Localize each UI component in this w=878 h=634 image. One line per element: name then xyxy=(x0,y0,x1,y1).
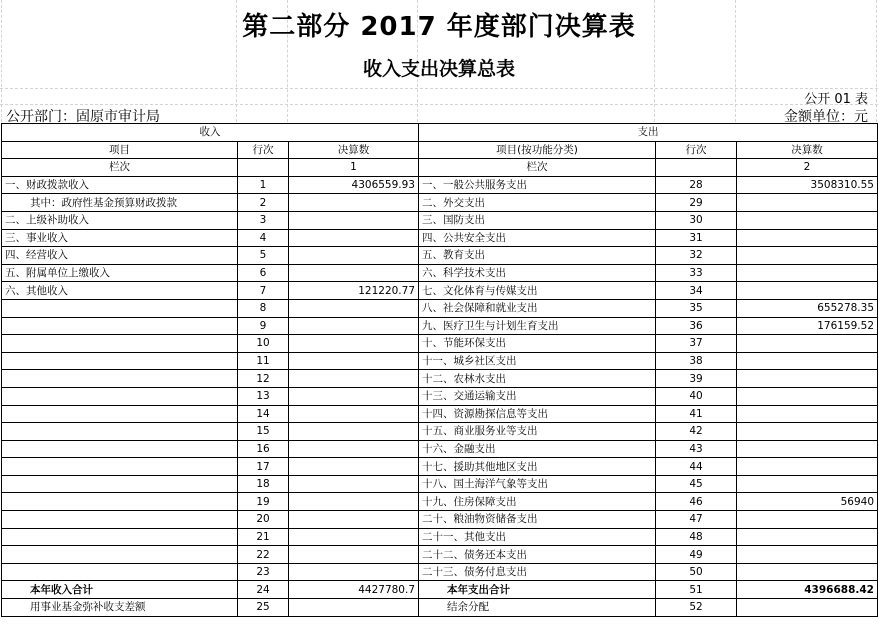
table-row xyxy=(2,370,878,388)
expense-item-cell[interactable]: 十一、城乡社区支出 xyxy=(419,352,656,370)
income-amount-cell[interactable] xyxy=(289,194,419,212)
expense-amount-cell[interactable] xyxy=(737,546,878,564)
income-item-cell[interactable]: 四、经营收入 xyxy=(2,247,238,265)
table-row xyxy=(2,528,878,546)
expense-item-cell[interactable]: 六、科学技术支出 xyxy=(419,264,656,282)
lanci-label[interactable]: 栏次 xyxy=(2,159,238,177)
income-amount-cell[interactable]: 121220.77 xyxy=(289,282,419,300)
budget-table xyxy=(1,123,878,617)
income-item-cell[interactable] xyxy=(2,299,238,317)
expense-amount-cell[interactable]: 3508310.55 xyxy=(737,176,878,194)
col-line[interactable]: 行次 xyxy=(238,141,289,159)
expense-header[interactable]: 支出 xyxy=(419,124,878,142)
income-line-cell[interactable]: 5 xyxy=(238,247,289,265)
income-line-cell[interactable]: 12 xyxy=(238,370,289,388)
income-amount-cell[interactable] xyxy=(289,493,419,511)
income-line-cell[interactable]: 7 xyxy=(238,282,289,300)
expense-amount-cell[interactable]: 176159.52 xyxy=(737,317,878,335)
income-line-cell[interactable]: 1 xyxy=(238,176,289,194)
table-row xyxy=(2,317,878,335)
income-amount-cell[interactable] xyxy=(289,458,419,476)
income-item-cell[interactable] xyxy=(2,458,238,476)
income-amount-cell[interactable] xyxy=(289,405,419,423)
expense-amount-cell[interactable] xyxy=(737,563,878,581)
expense-line-cell[interactable]: 46 xyxy=(656,493,737,511)
table-row xyxy=(2,229,878,247)
expense-amount-cell[interactable] xyxy=(737,264,878,282)
income-line-cell[interactable]: 4 xyxy=(238,229,289,247)
income-item-cell[interactable]: 六、其他收入 xyxy=(2,282,238,300)
expense-line-cell[interactable]: 52 xyxy=(656,599,737,617)
expense-amount-cell[interactable] xyxy=(737,247,878,265)
last-row xyxy=(2,599,878,617)
income-amount-cell[interactable] xyxy=(289,546,419,564)
expense-amount-cell[interactable]: 56940 xyxy=(737,493,878,511)
income-item-cell[interactable] xyxy=(2,511,238,529)
table-row xyxy=(2,335,878,353)
expense-item-cell[interactable]: 三、国防支出 xyxy=(419,211,656,229)
expense-line-cell[interactable]: 40 xyxy=(656,387,737,405)
expense-item-cell[interactable]: 四、公共安全支出 xyxy=(419,229,656,247)
income-item-cell[interactable] xyxy=(2,352,238,370)
table-row xyxy=(2,387,878,405)
income-item-cell[interactable] xyxy=(2,317,238,335)
income-item-cell[interactable] xyxy=(2,563,238,581)
table-row xyxy=(2,282,878,300)
income-amount-cell[interactable] xyxy=(289,511,419,529)
expense-line-cell[interactable]: 48 xyxy=(656,528,737,546)
income-amount-cell[interactable]: 4427780.7 xyxy=(289,581,419,599)
income-line-cell[interactable]: 10 xyxy=(238,335,289,353)
expense-amount-cell[interactable] xyxy=(737,405,878,423)
income-line-cell[interactable]: 23 xyxy=(238,563,289,581)
income-line-cell[interactable]: 13 xyxy=(238,387,289,405)
cell[interactable] xyxy=(238,159,289,177)
income-line-cell[interactable]: 2 xyxy=(238,194,289,212)
income-line-cell[interactable]: 11 xyxy=(238,352,289,370)
col-amount[interactable]: 决算数 xyxy=(289,141,419,159)
expense-item-cell[interactable]: 本年支出合计 xyxy=(419,581,656,599)
table-row xyxy=(2,176,878,194)
income-amount-cell[interactable] xyxy=(289,370,419,388)
col-number-2[interactable]: 2 xyxy=(737,159,878,177)
income-item-cell[interactable] xyxy=(2,546,238,564)
income-line-cell[interactable]: 24 xyxy=(238,581,289,599)
expense-amount-cell[interactable] xyxy=(737,335,878,353)
table-row xyxy=(2,563,878,581)
lanci-label-2[interactable]: 栏次 xyxy=(419,159,656,177)
expense-item-cell[interactable]: 十二、农林水支出 xyxy=(419,370,656,388)
income-line-cell[interactable]: 9 xyxy=(238,317,289,335)
expense-amount-cell[interactable] xyxy=(737,599,878,617)
table-row xyxy=(2,458,878,476)
page-title: 第二部分 2017 年度部门决算表 xyxy=(242,12,636,42)
expense-line-cell[interactable]: 44 xyxy=(656,458,737,476)
cell[interactable] xyxy=(656,159,737,177)
unit-label: 金额单位：元 xyxy=(784,109,868,125)
expense-item-cell[interactable]: 十、节能环保支出 xyxy=(419,335,656,353)
income-item-cell[interactable]: 一、财政拨款收入 xyxy=(2,176,238,194)
col-item-func[interactable]: 项目(按功能分类) xyxy=(419,141,656,159)
income-amount-cell[interactable] xyxy=(289,475,419,493)
income-item-cell[interactable] xyxy=(2,423,238,441)
gridline xyxy=(0,104,878,105)
income-line-cell[interactable]: 25 xyxy=(238,599,289,617)
income-item-cell[interactable] xyxy=(2,475,238,493)
income-item-cell[interactable]: 本年收入合计 xyxy=(2,581,238,599)
expense-line-cell[interactable]: 37 xyxy=(656,335,737,353)
expense-amount-cell[interactable] xyxy=(737,423,878,441)
expense-line-cell[interactable]: 33 xyxy=(656,264,737,282)
table-row xyxy=(2,211,878,229)
income-amount-cell[interactable] xyxy=(289,563,419,581)
income-item-cell[interactable]: 五、附属单位上缴收入 xyxy=(2,264,238,282)
expense-line-cell[interactable]: 38 xyxy=(656,352,737,370)
income-amount-cell[interactable] xyxy=(289,387,419,405)
income-line-cell[interactable]: 21 xyxy=(238,528,289,546)
page-subtitle: 收入支出决算总表 xyxy=(362,58,515,80)
table-row xyxy=(2,352,878,370)
expense-amount-cell[interactable] xyxy=(737,229,878,247)
expense-item-cell[interactable]: 结余分配 xyxy=(419,599,656,617)
table-code: 公开 01 表 xyxy=(804,92,868,107)
expense-amount-cell[interactable] xyxy=(737,211,878,229)
expense-amount-cell[interactable] xyxy=(737,370,878,388)
table-row xyxy=(2,194,878,212)
table-row xyxy=(2,423,878,441)
department-label: 公开部门：固原市审计局 xyxy=(6,109,160,125)
income-line-cell[interactable]: 16 xyxy=(238,440,289,458)
expense-line-cell[interactable]: 34 xyxy=(656,282,737,300)
expense-item-cell[interactable]: 二十、粮油物资储备支出 xyxy=(419,511,656,529)
income-amount-cell[interactable] xyxy=(289,229,419,247)
expense-item-cell[interactable]: 五、教育支出 xyxy=(419,247,656,265)
expense-amount-cell[interactable] xyxy=(737,440,878,458)
col-line-2[interactable]: 行次 xyxy=(656,141,737,159)
expense-line-cell[interactable]: 28 xyxy=(656,176,737,194)
expense-item-cell[interactable]: 十八、国土海洋气象等支出 xyxy=(419,475,656,493)
expense-amount-cell[interactable]: 4396688.42 xyxy=(737,581,878,599)
column-header-row xyxy=(2,141,878,159)
expense-line-cell[interactable]: 39 xyxy=(656,370,737,388)
income-line-cell[interactable]: 22 xyxy=(238,546,289,564)
income-item-cell[interactable]: 二、上级补助收入 xyxy=(2,211,238,229)
expense-item-cell[interactable]: 十四、资源勘探信息等支出 xyxy=(419,405,656,423)
expense-amount-cell[interactable] xyxy=(737,387,878,405)
income-item-cell[interactable]: 其中：政府性基金预算财政拨款 xyxy=(2,194,238,212)
expense-line-cell[interactable]: 29 xyxy=(656,194,737,212)
table-row xyxy=(2,264,878,282)
expense-amount-cell[interactable] xyxy=(737,475,878,493)
expense-amount-cell[interactable] xyxy=(737,528,878,546)
income-amount-cell[interactable] xyxy=(289,352,419,370)
income-item-cell[interactable] xyxy=(2,528,238,546)
expense-item-cell[interactable]: 十五、商业服务业等支出 xyxy=(419,423,656,441)
expense-item-cell[interactable]: 十六、金融支出 xyxy=(419,440,656,458)
table-row xyxy=(2,405,878,423)
income-header[interactable]: 收入 xyxy=(2,124,419,142)
expense-line-cell[interactable]: 36 xyxy=(656,317,737,335)
expense-item-cell[interactable]: 二十一、其他支出 xyxy=(419,528,656,546)
income-item-cell[interactable] xyxy=(2,405,238,423)
income-amount-cell[interactable] xyxy=(289,299,419,317)
expense-item-cell[interactable]: 十三、交通运输支出 xyxy=(419,387,656,405)
expense-item-cell[interactable]: 二十三、债务付息支出 xyxy=(419,563,656,581)
expense-item-cell[interactable]: 十九、住房保障支出 xyxy=(419,493,656,511)
expense-line-cell[interactable]: 42 xyxy=(656,423,737,441)
expense-amount-cell[interactable] xyxy=(737,511,878,529)
income-line-cell[interactable]: 18 xyxy=(238,475,289,493)
expense-line-cell[interactable]: 35 xyxy=(656,299,737,317)
income-amount-cell[interactable] xyxy=(289,247,419,265)
income-amount-cell[interactable] xyxy=(289,423,419,441)
expense-item-cell[interactable]: 九、医疗卫生与计划生育支出 xyxy=(419,317,656,335)
income-item-cell[interactable] xyxy=(2,440,238,458)
expense-item-cell[interactable]: 一、一般公共服务支出 xyxy=(419,176,656,194)
income-item-cell[interactable] xyxy=(2,493,238,511)
income-item-cell[interactable] xyxy=(2,370,238,388)
expense-amount-cell[interactable] xyxy=(737,352,878,370)
expense-line-cell[interactable]: 32 xyxy=(656,247,737,265)
col-item[interactable]: 项目 xyxy=(2,141,238,159)
expense-line-cell[interactable]: 43 xyxy=(656,440,737,458)
table-row xyxy=(2,440,878,458)
table-row xyxy=(2,247,878,265)
income-item-cell[interactable]: 用事业基金弥补收支差额 xyxy=(2,599,238,617)
income-amount-cell[interactable] xyxy=(289,528,419,546)
expense-item-cell[interactable]: 八、社会保障和就业支出 xyxy=(419,299,656,317)
section-header-row xyxy=(2,124,878,142)
income-amount-cell[interactable] xyxy=(289,335,419,353)
table-row xyxy=(2,493,878,511)
income-amount-cell[interactable] xyxy=(289,317,419,335)
expense-line-cell[interactable]: 45 xyxy=(656,475,737,493)
table-row xyxy=(2,511,878,529)
expense-line-cell[interactable]: 49 xyxy=(656,546,737,564)
income-line-cell[interactable]: 8 xyxy=(238,299,289,317)
table-row xyxy=(2,475,878,493)
gridline xyxy=(0,88,878,89)
income-amount-cell[interactable] xyxy=(289,264,419,282)
expense-item-cell[interactable]: 七、文化体育与传媒支出 xyxy=(419,282,656,300)
expense-line-cell[interactable]: 30 xyxy=(656,211,737,229)
income-amount-cell[interactable] xyxy=(289,211,419,229)
income-line-cell[interactable]: 6 xyxy=(238,264,289,282)
expense-amount-cell[interactable] xyxy=(737,194,878,212)
income-item-cell[interactable]: 三、事业收入 xyxy=(2,229,238,247)
table-row xyxy=(2,299,878,317)
col-number-1[interactable]: 1 xyxy=(289,159,419,177)
expense-amount-cell[interactable] xyxy=(737,458,878,476)
expense-line-cell[interactable]: 41 xyxy=(656,405,737,423)
income-line-cell[interactable]: 15 xyxy=(238,423,289,441)
expense-amount-cell[interactable]: 655278.35 xyxy=(737,299,878,317)
income-amount-cell[interactable] xyxy=(289,440,419,458)
expense-item-cell[interactable]: 二、外交支出 xyxy=(419,194,656,212)
table-row xyxy=(2,546,878,564)
expense-line-cell[interactable]: 51 xyxy=(656,581,737,599)
expense-item-cell[interactable]: 二十二、债务还本支出 xyxy=(419,546,656,564)
lanci-row xyxy=(2,159,878,177)
col-amount-2[interactable]: 决算数 xyxy=(737,141,878,159)
income-amount-cell[interactable] xyxy=(289,599,419,617)
income-line-cell[interactable]: 3 xyxy=(238,211,289,229)
total-row xyxy=(2,581,878,599)
income-line-cell[interactable]: 14 xyxy=(238,405,289,423)
expense-line-cell[interactable]: 50 xyxy=(656,563,737,581)
income-line-cell[interactable]: 20 xyxy=(238,511,289,529)
income-item-cell[interactable] xyxy=(2,335,238,353)
expense-amount-cell[interactable] xyxy=(737,282,878,300)
income-amount-cell[interactable]: 4306559.93 xyxy=(289,176,419,194)
income-line-cell[interactable]: 19 xyxy=(238,493,289,511)
expense-line-cell[interactable]: 31 xyxy=(656,229,737,247)
expense-line-cell[interactable]: 47 xyxy=(656,511,737,529)
expense-item-cell[interactable]: 十七、援助其他地区支出 xyxy=(419,458,656,476)
income-item-cell[interactable] xyxy=(2,387,238,405)
income-line-cell[interactable]: 17 xyxy=(238,458,289,476)
